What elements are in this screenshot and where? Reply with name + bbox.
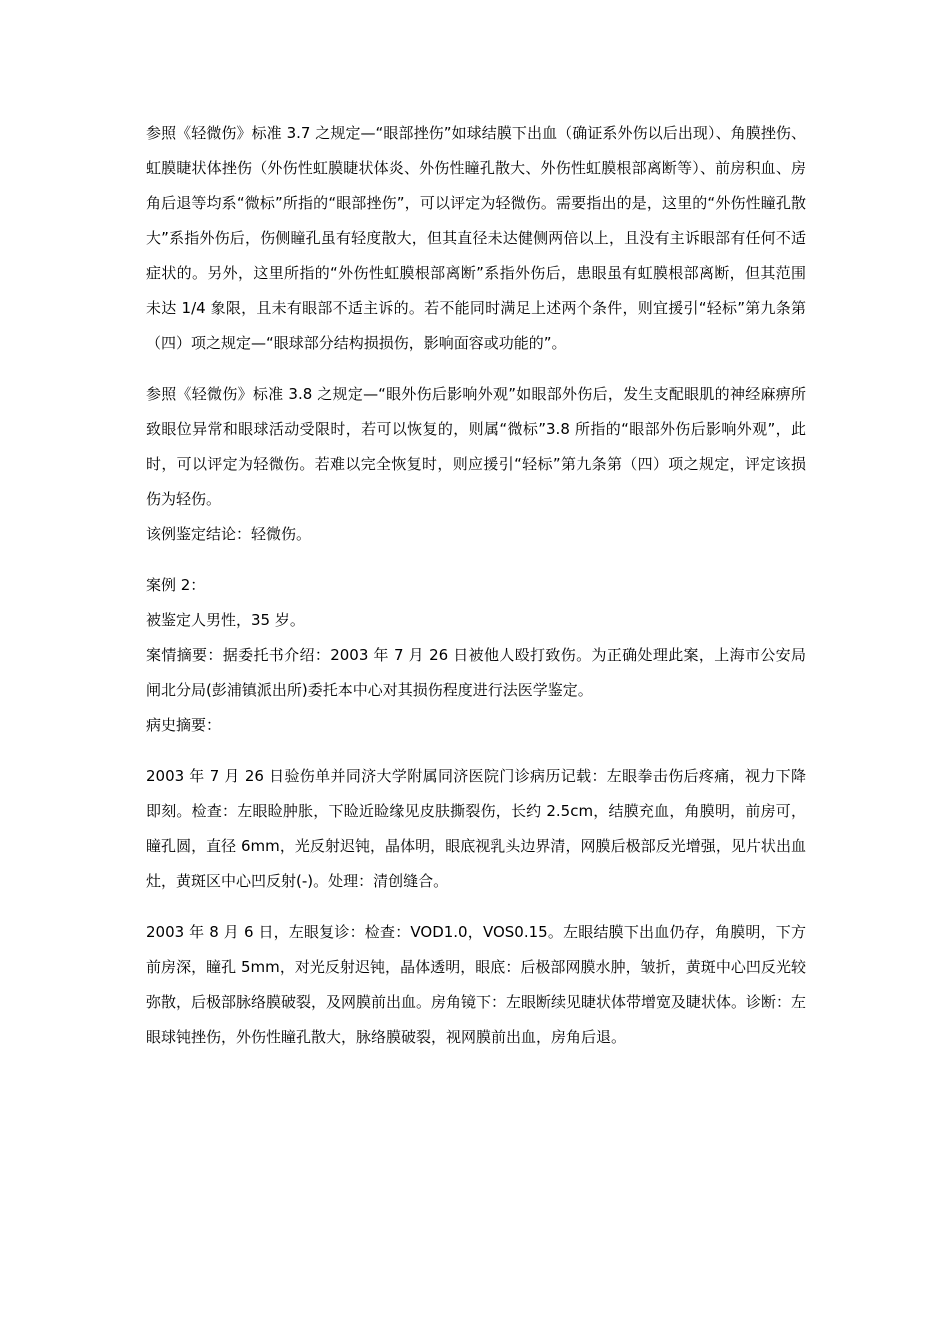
- paragraph-eye-contusion-standard: 参照《轻微伤》标准 3.7 之规定—“眼部挫伤”如球结膜下出血（确证系外伤以后出现）、角膜挫伤、虹膜睫状体挫伤（外伤性虹膜睫状体炎、外伤性瞳孔散大、外伤性虹膜根部离断等）、前房积血、房角后退等均系“微标”所指的“眼部挫伤”，可以评定为轻微伤。需要指出的是，这里的“外伤性瞳孔散大”系指外伤后，伤侧瞳孔虽有轻度散大，但其直径未达健侧两倍以上，且没有主诉眼部有任何不适症状的。另外，这里所指的“外伤性虹膜根部离断”系指外伤后，患眼虽有虹膜根部离断，但其范围未达 1/4 象限，且未有眼部不适主诉的。若不能同时满足上述两个条件，则宜援引“轻标”第九条第（四）项之规定—“眼球部分结构损损伤，影响面容或功能的”。: [146, 124, 806, 352]
- paragraph-gap: [146, 743, 806, 759]
- paragraph-case-2-heading: 案例 2：: [146, 576, 206, 594]
- paragraph-gap: [146, 899, 806, 915]
- paragraph-conclusion-case-1: 该例鉴定结论：轻微伤。: [146, 525, 312, 543]
- paragraph-history-heading: 病史摘要：: [146, 716, 222, 734]
- paragraph-gap: [146, 361, 806, 377]
- paragraph-gap: [146, 552, 806, 568]
- paragraph-subject-info: 被鉴定人男性，35 岁。: [146, 611, 305, 629]
- paragraph-record-july-26: 2003 年 7 月 26 日验伤单并同济大学附属同济医院门诊病历记载：左眼拳击伤后疼痛，视力下降即刻。检查：左眼睑肿胀，下睑近睑缘见皮肤撕裂伤，长约 2.5cm，结膜充血，角膜明，前房可，瞳孔圆，直径 6mm，光反射迟钝，晶体明，眼底视乳头边界清，网膜后极部反光增强，见片状出血灶，黄斑区中心凹反射(-)。处理：清创缝合。: [146, 767, 806, 890]
- paragraph-case-summary: 案情摘要：据委托书介绍：2003 年 7 月 26 日被他人殴打致伤。为正确处理此案，上海市公安局闸北分局(彭浦镇派出所)委托本中心对其损伤程度进行法医学鉴定。: [146, 646, 806, 699]
- document-body: [146, 116, 806, 1055]
- paragraph-record-august-6: 2003 年 8 月 6 日，左眼复诊：检查：VOD1.0，VOS0.15。左眼结膜下出血仍存，角膜明，下方前房深，瞳孔 5mm，对光反射迟钝，晶体透明，眼底：后极部网膜水肿，皱折，黄斑中心凹反光较弥散，后极部脉络膜破裂，及网膜前出血。房角镜下：左眼断续见睫状体带增宽及睫状体。诊断：左眼球钝挫伤，外伤性瞳孔散大，脉络膜破裂，视网膜前出血，房角后退。: [146, 923, 807, 1046]
- paragraph-eye-appearance-standard: 参照《轻微伤》标准 3.8 之规定—“眼外伤后影响外观”如眼部外伤后，发生支配眼肌的神经麻痹所致眼位异常和眼球活动受限时，若可以恢复的，则属“微标”3.8 所指的“眼部外伤后影响外观”，此时，可以评定为轻微伤。若难以完全恢复时，则应援引“轻标”第九条第（四）项之规定，评定该损伤为轻伤。: [146, 385, 806, 508]
